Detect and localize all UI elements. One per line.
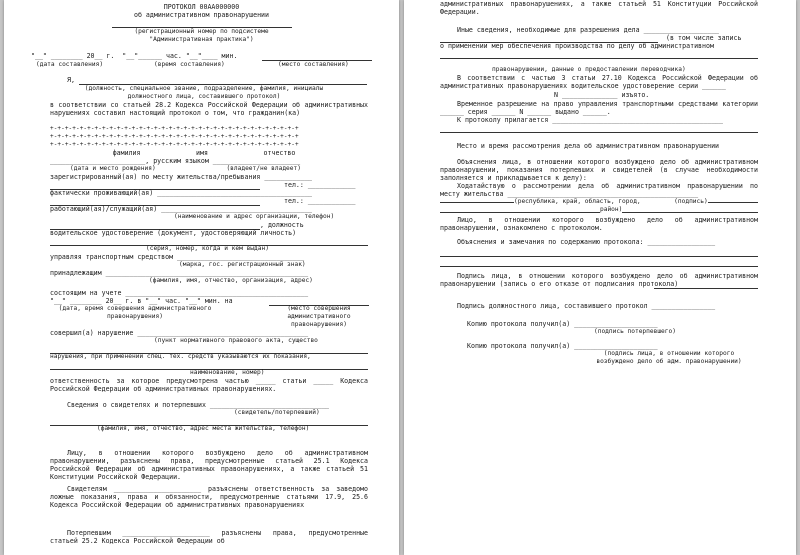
protocol-title: ПРОТОКОЛ 00АА000000 [163,3,240,11]
victim-sig-caption: (подпись потерпевшего) [594,328,676,335]
signature-text: Подпись лица, в отношении которого возбуждено дело об административном правонарушении (запись о его отказе от подписания протокола) [440,272,758,288]
violation-data-caption: правонарушении, данные о предоставлении переводчика) [492,66,686,73]
series-caption: (серия, номер, когда и кем выдан) [146,245,269,252]
region-caption: (республика, край, область, город, (подпись) [514,198,708,205]
witnesses-line: Сведения о свидетелях и потерпевших ______________________________ [67,401,330,409]
measures-text: о применении мер обеспечения производства по делу об административном [440,42,714,50]
right-top-text: административных правонарушениях, а также статьей 51 Конституции Российской Федерации. [440,0,758,16]
n-izyato: N ______________ изъято. [554,91,650,99]
date-violation-line: "__" ________ 20__ г. в "__" час. "__" мин. на [50,297,233,305]
brand-caption: (марка, гос. регистрационный знак) [179,261,306,268]
time-caption: (время составления) [154,61,225,68]
copy-received-2: Копию протокола получил(а) _____________________ [467,342,658,350]
reg-caption-2: "Административная практика") [149,36,254,43]
official-sig-line: Подпись должностного лица, составившего протокол ________________ [457,302,716,310]
plus-row-2: +-+-+-+-+-+-+-+-+-+-+-+-+-+-+-+-+-+-+-+-+-+-+-+-+-+-+-+-+-+-+-+-+-+ [50,133,299,140]
protocol-subtitle: об административном правонарушении [134,11,269,19]
document-page-left [4,0,399,555]
plus-row-3: +-+-+-+-+-+-+-+-+-+-+-+-+-+-+-+-+-+-+-+-+-+-+-+-+-+-+-+-+-+-+-+-+-+ [50,141,299,148]
owner-caption: (фамилия, имя, отчество, организация, адрес) [149,277,313,284]
actual-line: фактически проживающий(ая) _______________________________________ [50,189,313,197]
birth-caption: (дата и место рождения) (владеет/не владеет) [70,165,301,172]
account-line: состоящим на учете ______________________________________________ [50,289,309,297]
explanations-line-3 [440,212,758,213]
explanations-text: Объяснения лица, в отношении которого возбуждено дело об административном правонарушении, показания потерпевших и свидетелей (в случае необходимости заполняется и прикладывается к делу): [440,158,758,182]
reg-caption: (регистрационный номер по подсистеме [134,28,269,35]
measures-line [440,58,758,59]
violation-caption: нарушения, при применении спец. тех. средств указываются их показания, [50,353,311,360]
familiarized-text: Лицо, в отношении которого возбуждено дело об административном правонарушении, ознакомлено с протоколом. [440,216,758,232]
attached-line: К протоколу прилагается ___________________________________________ [457,116,723,124]
witness-rights-text: Свидетелям ______________________ разъяснены ответственность за заведомо ложные показания, права и обязанности, предусмотренные статьями 17.9, 25.6 Кодекса Российской Федерации об административных правонарушениях [50,485,368,509]
committed-line: совершил(а) нарушение ___________________________________________ [50,329,309,337]
ya-label: Я, [67,76,75,84]
position-label: , должность [260,221,304,229]
signature-line [654,288,758,289]
witness-caption-2: (фамилия, имя, отчество, адрес места жительства, телефон) [97,425,310,432]
responsibility-text: ответственность за которое предусмотрена частью _____ статьи _____ Кодекса Российской Федерации об административных правонарушениях. [50,377,368,393]
victim-rights-text: Потерпевшим ______________________ разъяснены права, предусмотренные статьей 25.2 Кодекса Российской Федерации об [50,529,368,545]
attached-line-2 [440,132,758,133]
point-caption: (пункт нормативного правового акта, существо [154,337,318,344]
copy-received-1: Копию протокола получил(а) _____________________ [467,320,658,328]
registered-line: зарегистрированный(ая) по месту жительства/пребывания ____________ [50,173,313,181]
russian-line: ________________________, русским языком ______________________ [50,157,301,165]
tel-2: тел.: ____________ [284,197,356,205]
petition-text: Ходатайствую о рассмотрении дела об административном правонарушении по месту жительства ________________________________________________ [440,182,758,198]
violation-date-caption: (дата, время совершения административного правонарушения) [58,305,212,320]
district-caption: район) [600,206,623,213]
plus-row-1: +-+-+-+-+-+-+-+-+-+-+-+-+-+-+-+-+-+-+-+-+-+-+-+-+-+-+-+-+-+-+-+-+-+ [50,125,299,132]
date-line: "__" ________ 20__ г. "__"______ час. "__"____ мин. [31,52,238,60]
official-caption-2: должностного лица, составившего протокол) [127,93,281,100]
org-caption: (наименование и адрес организации, телефон) [174,213,335,220]
remarks-line-2 [440,256,758,257]
place-time-line: Место и время рассмотрения дела об административном правонарушении [457,142,720,150]
official-caption-1: (должность, специальное звание, подразделение, фамилия, инициалы [84,85,324,92]
other-info-line: Иные сведения, необходимые для разрешения дела ___________________ [457,26,720,34]
naming-caption: наименование, номер) [190,369,265,376]
place-caption: (место составления) [278,61,349,68]
person-rights-text: Лицу, в отношении которого возбуждено дело об административном правонарушении, разъяснены права, предусмотренные статьей 25.1 Кодекса Российской Федерации об административных правонарушениях, а также статьей 51 Конституции Российской Федерации. [50,449,368,481]
witness-caption: (свидетель/потерпевший) [234,409,320,416]
owned-line: принадлежащим ___________________________________________________ [50,269,309,277]
incl-text: (в том числе запись [666,34,742,42]
remarks-line: Объяснения и замечания по содержанию протокола: _________________ [457,238,716,246]
license-line: водительское удостоверение (документ, удостоверяющий личность) [50,229,297,237]
works-line: работающий(ая)/служащий(ая) ______________________________________ [50,205,313,213]
violation-place-caption: (место совершения административного правонарушения) [287,305,351,328]
document-page-right [404,0,796,555]
temp-permit-text: Временное разрешение на право управления транспортными средствами категории ______ серия ______ N ______ выдано ______. [440,100,758,116]
fio-caption: фамилия имя отчество [112,149,296,157]
remarks-line-3 [440,266,758,267]
date-caption: (дата составления) [36,61,104,68]
drives-line: управляя транспортным средством ________________________________ [50,253,305,261]
accordance-part-text: В соответствии с частью 3 статьи 27.10 Кодекса Российской Федерации об административных правонарушениях водительское удостоверение серии ______ [440,74,758,90]
tel-1: тел.: ____________ [284,181,356,189]
accused-sig-caption: (подпись лица, в отношении которого возбуждено дело об адм. правонарушении) [596,350,742,365]
accordance-text: в соответствии со статьей 28.2 Кодекса Российской Федерации об административных нарушениях составил настоящий протокол о том, что гражданин(ка) [50,101,368,117]
